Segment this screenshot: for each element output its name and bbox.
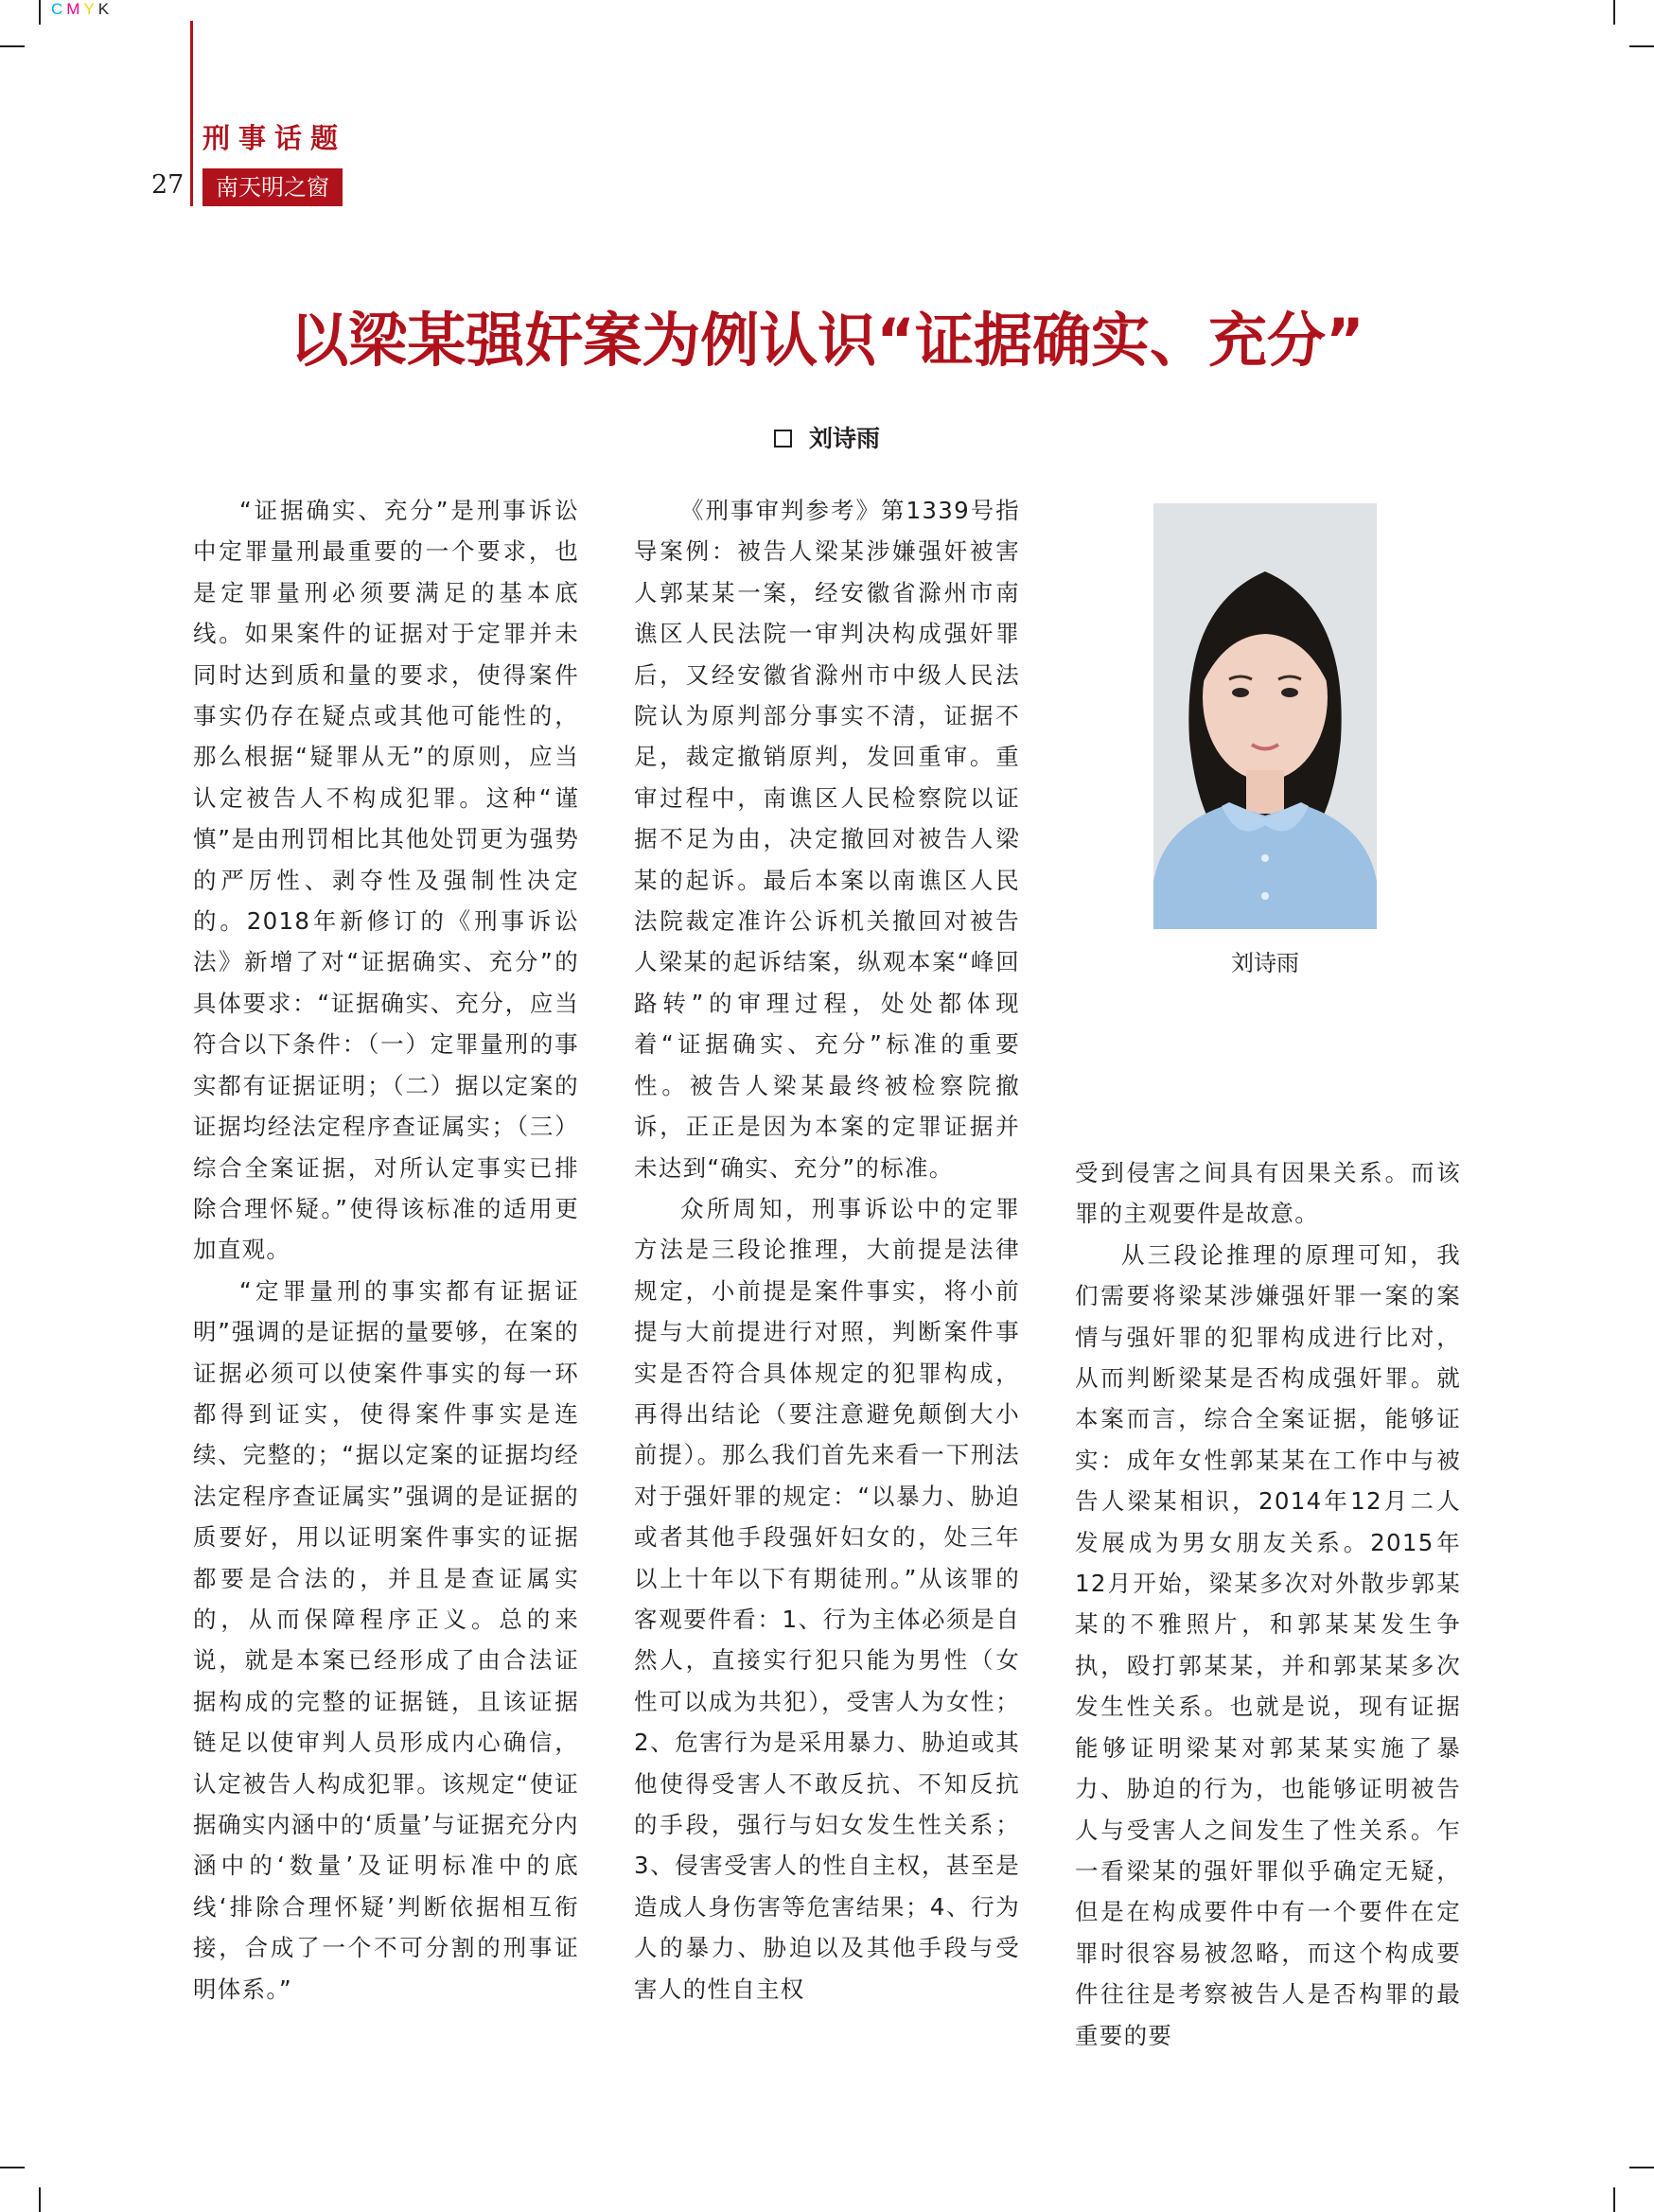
paragraph: 受到侵害之间具有因果关系。而该罪的主观要件是故意。 [1075,1159,1461,1228]
text-column-3 [1075,1152,1461,2056]
text-column-1 [193,490,579,2010]
crop-mark-top-left-h [0,45,25,47]
byline-box-icon [774,430,792,448]
author-photo [1153,503,1377,929]
crop-mark-top-right-v [1613,0,1615,25]
paragraph: 从三段论推理的原理可知，我们需要将梁某涉嫌强奸罪一案的案情与强奸罪的犯罪构成进行比对，从而判断梁某是否构成强奸罪。就本案而言，综合全案证据，能够证实：成年女性郭某某在工作中与被告人梁某相识，2014年12月二人发展成为男女朋友关系。2015年12月开始，梁某多次对外散步郭某某的不雅照片，和郭某某发生争执，殴打郭某某，并和郭某某多次发生性关系。也就是说，现有证据能够证明梁某对郭某某实施了暴力、胁迫的行为，也能够证明被告人与受害人之间发生了性关系。乍一看梁某的强奸罪似乎确定无疑，但是在构成要件中有一个要件在定罪时很容易被忽略，而这个构成要件往往是考察被告人是否构罪的最重要的要 [1075,1240,1461,2049]
article-title: 以梁某强奸案为例认识“证据确实、充分” [290,306,1364,375]
paragraph: “定罪量刑的事实都有证据证明”强调的是证据的量要够，在案的证据必须可以使案件事实的每一环都得到证实，使得案件事实是连续、完整的；“据以定案的证据均经法定程序查证属实”强调的是证据的质要好，用以证明案件事实的证据都要是合法的，并且是查证属实的，从而保障程序正义。总的来说，就是本案已经形成了由合法证据构成的完整的证据链，且该证据链足以使审判人员形成内心确信，认定被告人构成犯罪。该规定“使证据确实内涵中的‘质量’与证据充分内涵中的‘数量’及证明标准中的底线‘排除合理怀疑’判断依据相互衔接，合成了一个不可分割的刑事证明体系。” [193,1276,579,2003]
photo-caption: 刘诗雨 [1231,950,1299,976]
column-name-badge: 南天明之窗 [202,168,343,206]
crop-mark-bottom-left-v [39,2187,41,2212]
author-name: 刘诗雨 [808,425,880,452]
cmyk-print-mark: CMYK [51,0,114,18]
crop-mark-top-right-h [1629,45,1654,47]
page-number: 27 [151,170,185,200]
paragraph: 众所周知，刑事诉讼中的定罪方法是三段论推理，大前提是法律规定，小前提是案件事实，将小前提与大前提进行对照，判断案件事实是否符合具体规定的犯罪构成，再得出结论（要注意避免颠倒大小前提）。那么我们首先来看一下刑法对于强奸罪的规定：“以暴力、胁迫或者其他手段强奸妇女的，处三年以上十年以下有期徒刑。”从该罪的客观要件看：1、行为主体必须是自然人，直接实行犯只能为男性（女性可以成为共犯），受害人为女性；2、危害行为是采用暴力、胁迫或其他使得受害人不敢反抗、不知反抗的手段，强行与妇女发生性关系；3、侵害受害人的性自主权，甚至是造成人身伤害等危害结果；4、行为人的暴力、胁迫以及其他手段与受害人的性自主权 [634,1194,1020,2003]
portrait-illustration [1153,503,1377,929]
byline [0,422,1654,456]
header-accent-line [190,21,193,206]
crop-mark-top-left-v [39,0,41,25]
paragraph: 《刑事审判参考》第1339号指导案例：被告人梁某涉嫌强奸被害人郭某某一案，经安徽省滁州市南谯区人民法院一审判决构成强奸罪后，又经安徽省滁州市中级人民法院认为原判部分事实不清，证据不足，裁定撤销原判，发回重审。重审过程中，南谯区人民检察院以证据不足为由，决定撤回对被告人梁某的起诉。最后本案以南谯区人民法院裁定准许公诉机关撤回对被告人梁某的起诉结案，纵观本案“峰回路转”的审理过程，处处都体现着“证据确实、充分”标准的重要性。被告人梁某最终被检察院撤诉，正正是因为本案的定罪证据并未达到“确实、充分”的标准。 [634,497,1020,1182]
paragraph: “证据确实、充分”是刑事诉讼中定罪量刑最重要的一个要求，也是定罪量刑必须要满足的基本底线。如果案件的证据对于定罪并未同时达到质和量的要求，使得案件事实仍存在疑点或其他可能性的，那么根据“疑罪从无”的原则，应当认定被告人不构成犯罪。这种“谨慎”是由刑罚相比其他处罚更为强势的严厉性、剥夺性及强制性决定的。2018年新修订的《刑事诉讼法》新增了对“证据确实、充分”的具体要求：“证据确实、充分，应当符合以下条件：（一）定罪量刑的事实都有证据证明；（二）据以定案的证据均经法定程序查证属实；（三）综合全案证据，对所认定事实已排除合理怀疑。”使得该标准的适用更加直观。 [193,497,579,1264]
crop-mark-bottom-left-h [0,2167,25,2168]
section-title: 刑事话题 [202,122,347,154]
crop-mark-bottom-right-h [1629,2167,1654,2168]
crop-mark-bottom-right-v [1613,2187,1615,2212]
text-column-2 [634,490,1020,2010]
